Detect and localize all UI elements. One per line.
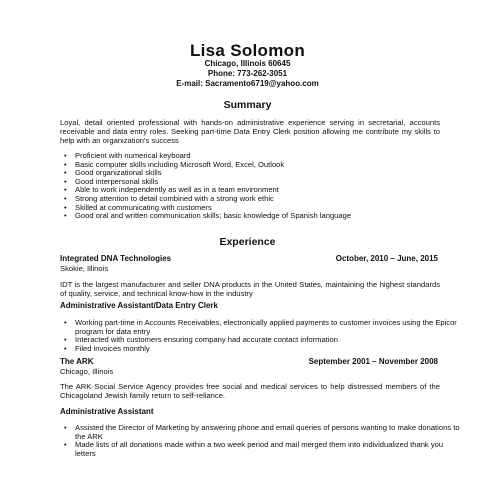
list-item: • Skilled at communicating with customers xyxy=(75,204,460,213)
company-description: IDT is the largest manufacturer and seller DNA products in the United States, maintaining the highest standards of quality, service, and technical know-how in the industry xyxy=(60,280,440,298)
list-item: • Basic computer skills including Microsoft Word, Excel, Outlook xyxy=(75,161,460,170)
list-item: • Assisted the Director of Marketing by answering phone and email queries of persons wanting to make donations to the ARK xyxy=(75,424,460,441)
job-location: Skokie, Illinois xyxy=(60,264,109,273)
resume-name: Lisa Solomon xyxy=(189,41,306,60)
contact-email: E-mail: Sacramento6719@yahoo.com xyxy=(176,79,319,88)
list-item: • Strong attention to detail combined with a strong work ethic xyxy=(75,195,460,204)
job-role: Administrative Assistant xyxy=(60,407,154,416)
list-item: • Proficient with numerical keyboard xyxy=(75,152,460,161)
company-name: Integrated DNA Technologies xyxy=(60,254,172,263)
contact-phone: Phone: 773-262-3051 xyxy=(207,69,288,78)
job-header xyxy=(60,254,438,263)
company-name: The ARK xyxy=(60,357,94,366)
job-role: Administrative Assistant/Data Entry Clerk xyxy=(60,301,218,310)
list-item: • Made lists of all donations made within a two week period and mail merged them into individualized thank you letters xyxy=(75,441,460,458)
list-item: • Good oral and written communication skills; basic knowledge of Spanish language xyxy=(75,212,460,221)
list-item: • Working part-time in Accounts Receivables, electronically applied payments to customer invoices using the Epicor program for data entry xyxy=(75,319,460,336)
job-location: Chicago, Illinois xyxy=(60,367,114,376)
job-dates: October, 2010 – June, 2015 xyxy=(335,254,438,263)
list-item: • Good organizational skills xyxy=(75,169,460,178)
list-item: • Filed invoices monthly xyxy=(75,345,460,354)
experience-heading: Experience xyxy=(219,236,276,248)
job-header xyxy=(60,357,438,366)
duties-list xyxy=(60,424,460,458)
summary-paragraph: Loyal, detail oriented professional with hands-on administrative experience serving in secretarial, accounts receivable and data entry roles. Seeking part-time Data Entry Clerk position allowing me contribute my skills to help with an organization's success xyxy=(60,118,440,145)
skills-list xyxy=(60,152,460,221)
company-description: The ARK Social Service Agency provides free social and medical services to help distressed members of the Chicagoland Jewish family return to self-reliance. xyxy=(60,382,440,400)
job-dates: September 2001 – November 2008 xyxy=(308,357,438,366)
summary-heading: Summary xyxy=(223,99,272,111)
contact-city: Chicago, Illinois 60645 xyxy=(204,59,291,68)
list-item: • Good interpersonal skills xyxy=(75,178,460,187)
duties-list xyxy=(60,319,460,353)
list-item: • Able to work independently as well as in a team environment xyxy=(75,186,460,195)
list-item: • Interacted with customers ensuring company had accurate contact information xyxy=(75,336,460,345)
